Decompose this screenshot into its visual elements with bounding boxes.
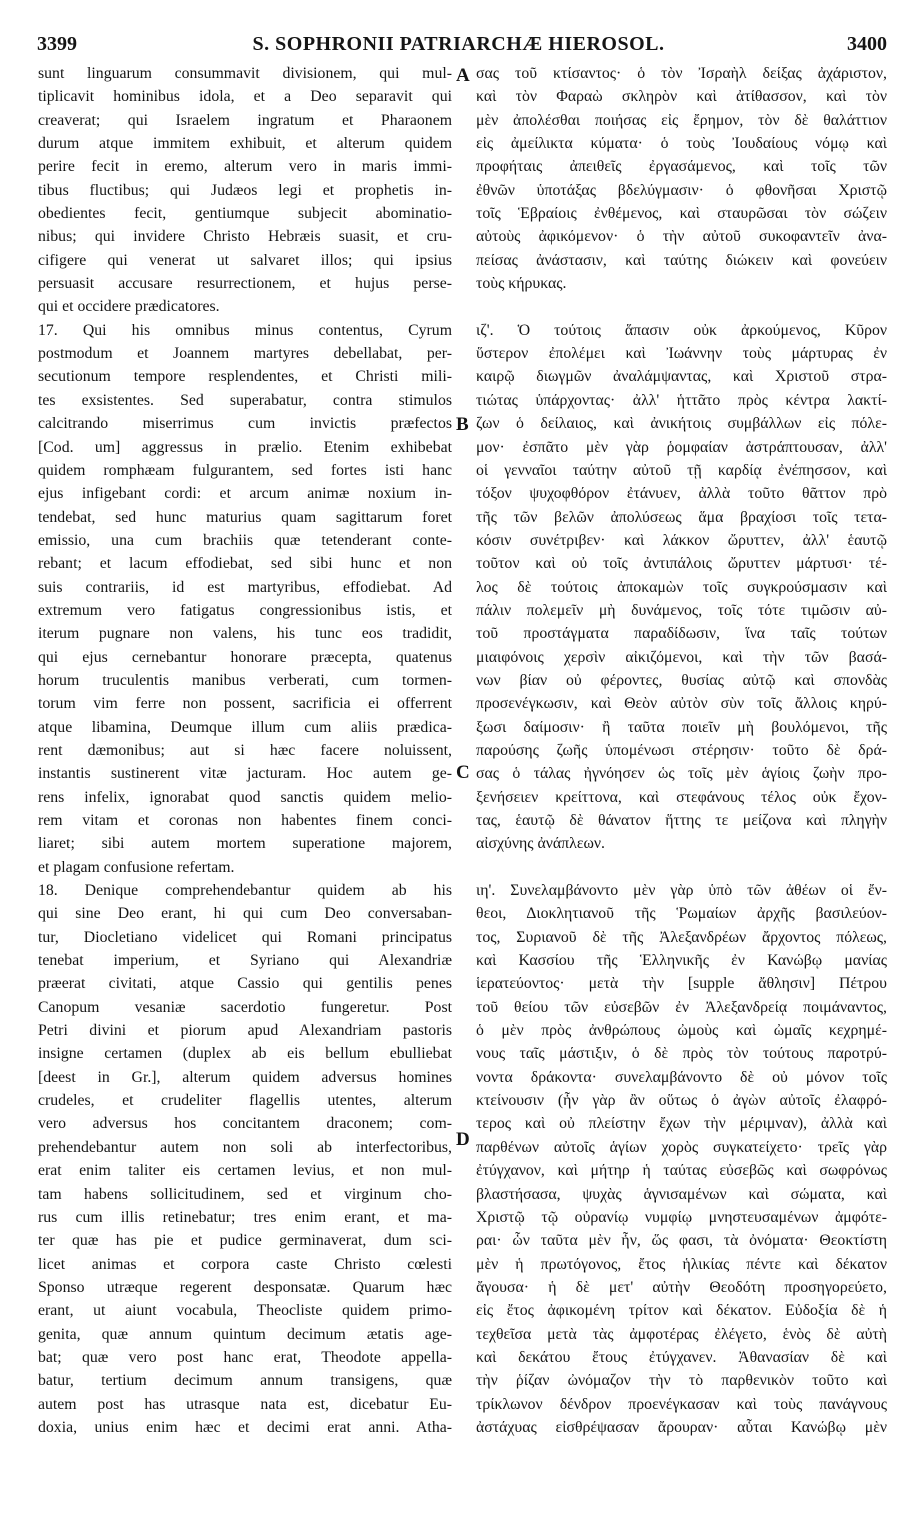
text-line: πάλιν πολεμεῖν μὴ δυνάμενος, τοῖς τότε τιμῶσιν αὐ- (476, 601, 887, 619)
text-line: crudeles, et crudeliter flagellis utentes, alterum (38, 1092, 452, 1110)
text-line: αἰσχύνης ἀνάπλεων. (476, 835, 605, 853)
text-line: durum atque immitem exhibuit, et alterum quidem (38, 135, 452, 153)
text-line: παρθένων αὐτοῖς ἁγίων χορὸς συγκατείχετο· τρεῖς γὰρ (476, 1138, 887, 1156)
text-line: αὐτοὺς ἀφικόμενον· ὁ τὴν αὐτοῦ συκοφαντεῖν ἀνα- (476, 228, 887, 246)
text-line: nibus; qui invidere Christo Hebræis suasit, et cru- (38, 228, 452, 246)
text-line: tam habens sollicitudinem, sed et virginum cho- (38, 1185, 452, 1203)
text-line: τόξον ψυχοφθόρον ἐτάνυεν, ἀλλὰ τοῦτο θᾶττον πρὸ (476, 485, 887, 503)
text-line: Petri divini et piorum apud Alexandriam pastoris (38, 1022, 452, 1040)
paragraph-gap (476, 295, 887, 318)
text-line: suis contrariis, id est martyribus, effodiebat. Ad (38, 578, 452, 596)
text-line: σας τοῦ κτίσαντος· ὁ τὸν Ἰσραὴλ δείξας ἀχάριστον, (476, 65, 887, 82)
text-line: postmodum et Joannem martyres debellabat, per- (38, 345, 452, 363)
text-line: [deest in Gr.], alterum quidem adversus homines (38, 1068, 452, 1086)
text-line: τοῦτον καὶ οὐ τοῖς ἀντιπάλοις ὤρυττεν μάρτυσι· τέ- (476, 555, 887, 573)
text-line: ὕστερον ἐπολέμει καὶ Ἰωάννην τοὺς μάρτυρας ἐν (476, 345, 887, 363)
text-line: ραι· ὧν ταῦτα μὲν ἦν, ὥς φασι, τὰ ὀνόματα· Θεοκτίστη (476, 1232, 887, 1250)
text-line: πείσας ἀνάστασιν, καὶ ταύτης διώκειν καὶ φονεύειν (476, 251, 887, 269)
text-line: τιώτας ὑπάρχοντας· ἀλλ' ἡττᾶτο πρὸς κέντρα λακτί- (476, 391, 887, 409)
text-line: vero adversus hos concitantem draconem; com- (38, 1115, 452, 1133)
paragraph-gap (476, 856, 887, 879)
text-line: obedientes fecit, gentiumque subjecit abominatio- (38, 205, 452, 223)
text-line: Canopum vesaniæ sacerdotio fungeretur. Post (38, 998, 452, 1016)
text-line: sunt linguarum consummavit divisionem, qui mul- (38, 65, 452, 82)
text-line: ἀστάχυας εἰσθρέψασαν ἄρουραν· αὗται Κανώβῳ μὲν (476, 1418, 887, 1436)
text-line: extremum vero fatigatus congressionibus istis, et (38, 601, 452, 619)
text-line: creaverat; qui Israelem ingratum et Pharaonem (38, 111, 452, 129)
text-line: erant, ut aiunt vocabula, Theocliste quidem primo- (38, 1302, 452, 1320)
text-line: οἱ γενναῖοι ταύτην αὐτοῦ τῇ καρδίᾳ ἐνέπησσον, καὶ (476, 461, 887, 479)
text-line: rem vitam et coronas non habentes finem conci- (38, 812, 452, 829)
text-line: μὲν ἀπολέσθαι ποιήσας εἰς ἔρημον, τὸν δὲ θαλάττιον (476, 111, 887, 129)
text-line: autem post has utrasque nata est, dicebatur Eu- (38, 1395, 452, 1413)
text-line: τος, Συριανοῦ δὲ τῆς Ἀλεξανδρέων ἄρχοντος πόλεως, (476, 928, 887, 946)
text-line: ἐτύγχανον, καὶ μήτηρ ἡ ταύτας εὐσεβῶς καὶ σωφρόνως (476, 1162, 887, 1180)
text-line: erat enim taliter eis certamen levius, et non mul- (38, 1162, 452, 1180)
text-line: τοῦ προστάγματα παραδίδωσιν, ἵνα ταῖς τούτων (476, 625, 887, 643)
greek-column (476, 62, 887, 1439)
text-line: τας, ἑαυτῷ δὲ θάνατον ἥττης τε μείζονα καὶ πληγὴν (476, 812, 887, 829)
text-line: atque libamina, Deumque illum cum aliis prædica- (38, 718, 452, 736)
text-line: batur, tertium decimum annum transigens, quæ (38, 1372, 452, 1390)
text-line: νοντα δράκοντα· συνελαμβάνοντο δὲ οὐ μόνον τοῖς (476, 1068, 887, 1086)
text-line: τρίκλωνον δένδρον προενέγκασαν καὶ τοὺς πανάγνους (476, 1395, 887, 1413)
text-line: εἰς ἀμείλικτα κύματα· ὁ τοὺς Ἰουδαίους νόμῳ καὶ (476, 135, 887, 153)
text-line: liaret; sibi autem mortem superatione majorem, (38, 835, 452, 853)
text-line: θεοι, Διοκλητιανοῦ τῆς Ῥωμαίων ἀρχῆς βασιλεύον- (476, 905, 887, 923)
text-line: μον· ἐσπᾶτο μὲν γὰρ ῥομφαίαν ἀστράπτουσαν, ἀλλ' (476, 438, 887, 456)
text-line: μιαιφόνοις χερσὶν αἰκιζόμενοι, καὶ τὴν τῶν βασά- (476, 648, 887, 666)
text-line: τοῖς Ἑβραίοις ἐνθέμενος, καὶ σταυρῶσαι τὸν σώζειν (476, 205, 887, 223)
text-line: 17. Qui his omnibus minus contentus, Cyrum (38, 321, 452, 339)
text-line: tendebat, sed hunc maturius quam sagittarum foret (38, 508, 452, 526)
text-line: tur, Diocletiano videlicet qui Romani principatus (38, 928, 452, 946)
text-line: tibus fluctibus; qui Judæos legi et prophetis in- (38, 181, 452, 199)
margin-marker-b: B (456, 414, 469, 435)
text-line: secutionum tempore resplendentes, et Christi mili- (38, 368, 452, 386)
text-line: Sponso utræque regerent desponsatæ. Quarum hæc (38, 1278, 452, 1296)
text-line: rus cum illis retinebatur; tres enim erant, et ma- (38, 1208, 452, 1226)
text-line: προφήταις ἀπειθεῖς ἐργασάμενος, καὶ τοῖς τῶν (476, 158, 887, 176)
text-line: προσενέγκωσιν, καὶ Θεὸν αὐτὸν σὺν τοῖς ἄλλοις κηρύ- (476, 695, 887, 713)
text-line: licet animas et corpora caste Christo cœlesti (38, 1255, 452, 1273)
text-line: rebant; et lacum effodiebat, sed sibi hunc et non (38, 555, 452, 573)
text-line: ἄγουσα· ἡ δὲ μετ' αὐτὴν Θεοδότη προσηγορεύετο, (476, 1278, 887, 1296)
margin-marker-a: A (456, 65, 470, 86)
margin-marker-c: C (456, 762, 470, 783)
text-line: καὶ δεκάτου ἔτους ἐτύγχανεν. Ἀθανασίαν δὲ καὶ (476, 1348, 887, 1366)
text-line: τοὺς κήρυκας. (476, 275, 567, 293)
text-line: perire fecit in eremo, alterum vero in maris immi- (38, 158, 452, 176)
right-column-number: 3400 (847, 33, 887, 55)
text-line: præerat civitati, atque Cassio qui gentilis penes (38, 975, 452, 993)
text-line: ὁ μὲν πρὸς ἀνθρώπους ὠμοὺς καὶ ὠμαῖς κεχρημέ- (476, 1022, 887, 1040)
text-line: bat; quæ vero post hanc erat, Theodote appella- (38, 1348, 452, 1366)
text-line: tes exsistentes. Sed superabatur, contra stimulos (38, 391, 452, 409)
text-line: σας ὁ τάλας ἠγνόησεν ὡς τοῖς μὲν ἁγίοις ζωὴν προ- (476, 765, 887, 783)
text-line: κτείνουσιν (ἦν γὰρ ἂν οὕτως ὁ ἀγὼν αὐτοῖς ἐλαφρό- (476, 1092, 887, 1110)
text-line: τεχθεῖσα μετὰ τὰς ἀμφοτέρας ἐλέγετο, ἑνὸς δὲ αὐτὴ (476, 1325, 887, 1343)
text-line: horum truculentis manibus verberati, cum tormen- (38, 671, 452, 689)
text-line: ζων ὁ δείλαιος, καὶ ἀνικήτοις συμβάλλων εἰς πόλε- (476, 415, 887, 433)
text-line: prehendebantur autem non soli ab interfectoribus, (38, 1138, 452, 1156)
margin-marker-d: D (456, 1129, 470, 1150)
text-line: τερος καὶ οὐ πλείστην ἔχων τὴν μέριμναν), ἀλλὰ καὶ (476, 1115, 887, 1133)
text-line: doxia, unius enim hæc et decimi erat anni. Atha- (38, 1418, 452, 1436)
text-line: τὴν ῥίζαν ὠνόμαζον τὴν τὸ παρθενικὸν τοῦτο καὶ (476, 1372, 887, 1390)
text-line: torum vim ferre non possent, sacrificia ei offerrent (38, 695, 452, 713)
text-line: ejus infigebant cordi: et arcum animæ noxium in- (38, 485, 452, 503)
text-line: ιη'. Συνελαμβάνοντο μὲν γὰρ ὑπὸ τῶν ἀθέων οἱ ἔν- (476, 882, 887, 900)
text-line: emissio, una cum brachiis quæ tetenderant conte- (38, 531, 452, 549)
text-line: βλαστήσασα, ψυχὰς ἁγνισαμένων καὶ σώματα, καὶ (476, 1185, 887, 1203)
text-line: Χριστῷ τῷ οὐρανίῳ νυμφίῳ μνηστευσαμένων ἀμφότε- (476, 1208, 887, 1226)
text-line: qui ejus cernebantur honorare præcepta, quatenus (38, 648, 452, 666)
text-line: et plagam confusione refertam. (38, 858, 235, 876)
text-line: τοῦ θείου τῶν εὐσεβῶν ἐν Ἀλεξανδρείᾳ ποιμάναντος, (476, 998, 887, 1016)
text-line: quidem romphæam fulgurantem, sed fortes isti hanc (38, 461, 452, 479)
running-title: S. SOPHRONII PATRIARCHÆ HIEROSOL. (252, 33, 665, 55)
text-line: κόσιν συνέτριβεν· καὶ λάκκον ὤρυττεν, ἀλλ' ἑαυτῷ (476, 531, 887, 549)
text-line: νων βίαν οὐ φέροντες, θυσίας αὐτῷ καὶ σπονδὰς (476, 671, 887, 689)
text-line: ξενήσειεν κρείττονα, καὶ στεφάνους τέλος οὐκ ἔχον- (476, 788, 887, 806)
text-line: rens infelix, ignorabat quod sanctis quidem melio- (38, 788, 452, 806)
text-line: τῆς τῶν βελῶν ἀπολύσεως ἅμα βραχίοσι τοῖς τετα- (476, 508, 887, 526)
text-line: 18. Denique comprehendebantur quidem ab his (38, 882, 452, 900)
text-line: παρούσης ζωῆς ὑπομένωσι στέρησιν· τοῦτο δὲ δρά- (476, 741, 887, 759)
text-line: rent dæmonibus; aut si hæc facere noluissent, (38, 741, 452, 759)
text-line: καιρῷ διωγμῶν ἀναλάμψαντας, καὶ Χριστοῦ στρα- (476, 368, 887, 386)
left-column-number: 3399 (37, 33, 77, 55)
text-line: qui et occidere prædicatores. (38, 298, 220, 316)
text-line: λος δὲ τούτοις ἀποκαμὼν τοῖς συγκρούσμασιν καὶ (476, 578, 887, 596)
text-line: ἱερατεύοντος· μετὰ τὴν [supple ἄθλησιν] Πέτρου (476, 975, 887, 993)
text-line: ἐθνῶν ὑποτάξας βδελύγμασιν· ὁ φθονῆσαι Χριστῷ (476, 181, 887, 199)
text-line: [Cod. um] aggressus in prælio. Etenim exhibebat (38, 438, 452, 456)
text-line: νους ταῖς μάστιξιν, ὁ δὲ πρὸς τὸν τούτους παροτρύ- (476, 1045, 887, 1063)
text-line: εἰς ἔτος ἀφικομένη τρίτον καὶ δέκατον. Εὐδοξία δὲ ἡ (476, 1302, 887, 1320)
text-line: καὶ Κασσίου τῆς Ἑλληνικῆς ἐν Κανώβῳ μανίας (476, 952, 887, 970)
text-line: calcitrando miserrimus cum invictis præfectos (38, 415, 452, 433)
text-line: tenebat imperium, et Syriano qui Alexandriæ (38, 952, 452, 970)
text-line: ter quæ has pie et pudice germinaverat, dum sci- (38, 1232, 452, 1250)
text-line: cifigere qui venerat ut salvaret illos; qui ipsius (38, 251, 452, 269)
text-line: persuasit accusare resurrectionem, et hujus perse- (38, 275, 452, 293)
text-line: insigne certamen (duplex ab eis bellum ebulliebat (38, 1045, 452, 1063)
text-line: tiplicavit hominibus idola, et a Deo separavit qui (38, 88, 452, 106)
text-line: qui sine Deo erant, hi qui cum Deo conversaban- (38, 905, 452, 923)
text-line: instantis sustinerent vitæ jacturam. Hoc autem ge- (38, 765, 452, 783)
text-line: ιζ'. Ὁ τούτοις ἅπασιν οὐκ ἀρκούμενος, Κῦρον (476, 321, 887, 339)
text-line: ξωσι δαίμοσιν· ἢ ταῦτα ποιεῖν μὴ βουλόμενοι, τῆς (476, 718, 887, 736)
latin-column (38, 62, 452, 1439)
text-line: iterum pugnare non valens, his tunc eos tradidit, (38, 625, 452, 643)
text-line: καὶ τὸν Φαραὼ σκληρὸν καὶ ἀτίθασσον, καὶ τὸν (476, 88, 887, 106)
text-line: genita, quæ annum quintum decimum ætatis age- (38, 1325, 452, 1343)
text-line: μὲν ἡ πρωτόγονος, ἔτος ἡλικίας πέντε καὶ δέκατον (476, 1255, 887, 1273)
